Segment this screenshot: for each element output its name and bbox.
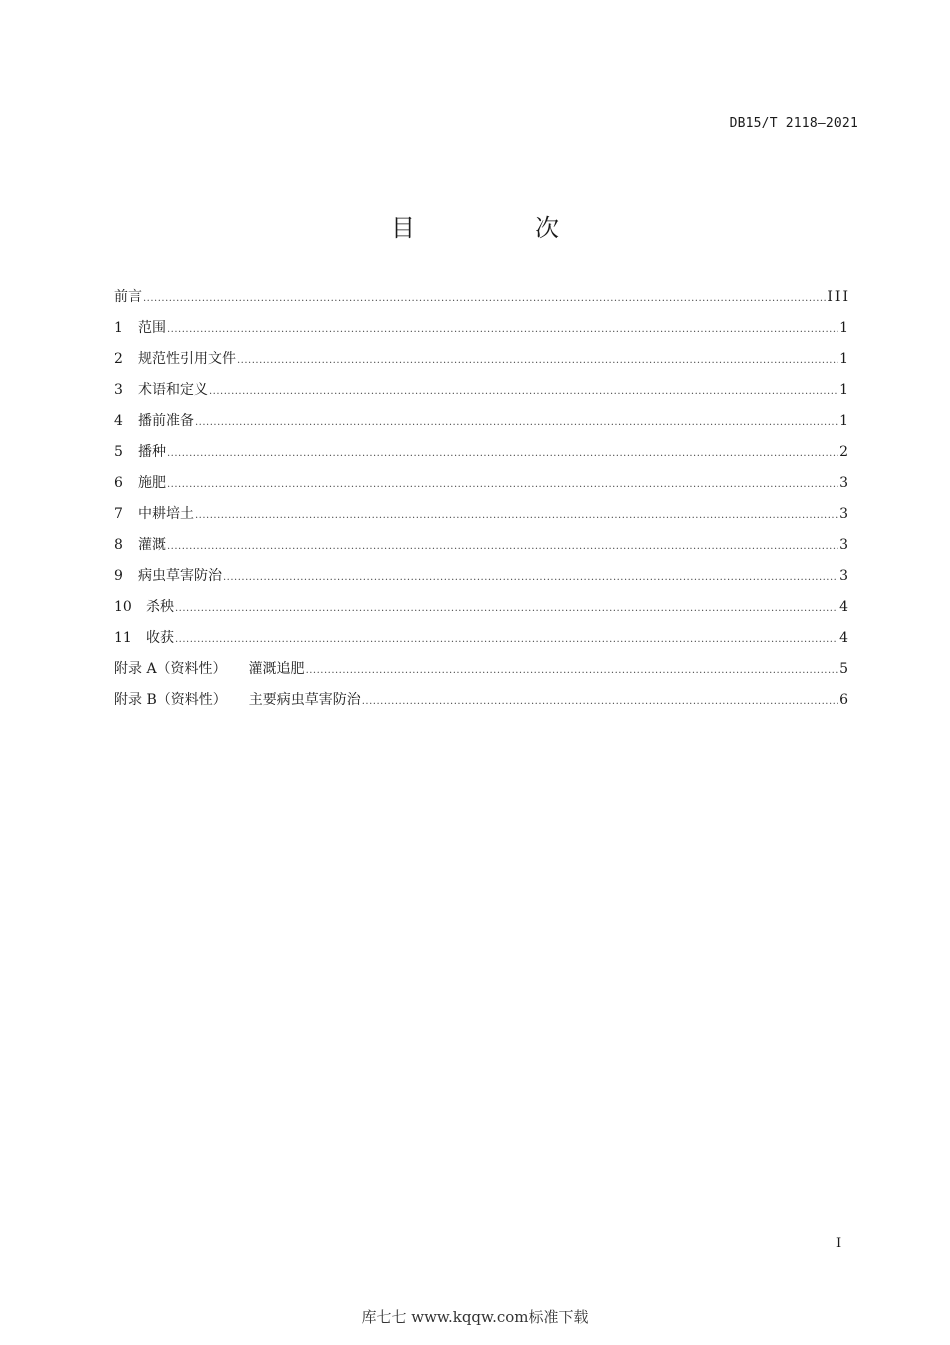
toc-entry-label: 灌溉 xyxy=(138,537,166,553)
toc-entry-page: 4 xyxy=(839,630,850,646)
toc-entry-page: 3 xyxy=(839,506,850,522)
toc-leader-dots xyxy=(167,320,838,336)
toc-leader-dots xyxy=(167,475,838,491)
toc-entry-page: 6 xyxy=(839,692,850,708)
toc-entry-label: 收获 xyxy=(146,630,174,646)
toc-entry-11[interactable] xyxy=(114,627,850,658)
toc-entry-label: 主要病虫草害防治 xyxy=(248,692,361,708)
toc-entry-page: 1 xyxy=(839,320,850,336)
toc-entry-label: 范围 xyxy=(138,320,166,336)
toc-entry-number: 10 xyxy=(114,599,132,615)
toc-leader-dots xyxy=(362,692,838,708)
toc-entry-label: 规范性引用文件 xyxy=(138,351,236,367)
toc-entry-3[interactable] xyxy=(114,379,850,410)
toc-entry-label: 中耕培土 xyxy=(138,506,194,522)
toc-entry-page: 3 xyxy=(839,537,850,553)
toc-entry-page: III xyxy=(827,289,850,305)
toc-entry-4[interactable] xyxy=(114,410,850,441)
toc-entry-number: 8 xyxy=(114,537,123,553)
toc-leader-dots xyxy=(209,382,838,398)
toc-entry-page: 2 xyxy=(839,444,850,460)
toc-entry-9[interactable] xyxy=(114,565,850,596)
toc-entry-number: 1 xyxy=(114,320,123,336)
toc-entry-5[interactable] xyxy=(114,441,850,472)
toc-entry-number: 2 xyxy=(114,351,123,367)
toc-leader-dots xyxy=(306,661,839,677)
toc-entry-label: 术语和定义 xyxy=(138,382,208,398)
toc-entry-number: 5 xyxy=(114,444,123,460)
toc-leader-dots xyxy=(195,506,838,522)
toc-leader-dots xyxy=(175,630,838,646)
toc-entry-page: 1 xyxy=(839,413,850,429)
toc-entry-page: 1 xyxy=(839,351,850,367)
toc-entry-number: 4 xyxy=(114,413,123,429)
toc-entry-label: 施肥 xyxy=(138,475,166,491)
toc-entry-6[interactable] xyxy=(114,472,850,503)
toc-entry-label: 前言 xyxy=(114,289,142,305)
toc-entry-1[interactable] xyxy=(114,317,850,348)
toc-entry-label: 病虫草害防治 xyxy=(138,568,222,584)
toc-leader-dots xyxy=(237,351,838,367)
toc-entry-label: 播种 xyxy=(138,444,166,460)
toc-leader-dots xyxy=(167,537,838,553)
toc-entry-label: 杀秧 xyxy=(146,599,174,615)
toc-entry-page: 5 xyxy=(839,661,850,677)
toc-entry-number: 9 xyxy=(114,568,123,584)
toc-entry-page: 4 xyxy=(839,599,850,615)
toc-entry-foreword[interactable] xyxy=(114,286,850,317)
toc-entry-2[interactable] xyxy=(114,348,850,379)
toc-entry-label: 灌溉追肥 xyxy=(248,661,305,677)
watermark-text: 库七七 www.kqqw.com标准下载 xyxy=(361,1308,589,1326)
table-of-contents xyxy=(114,286,850,720)
toc-entry-number: 3 xyxy=(114,382,123,398)
toc-appendix-prefix: 附录 A（资料性） xyxy=(114,661,227,677)
toc-entry-appendix-a[interactable] xyxy=(114,658,850,689)
toc-entry-number: 7 xyxy=(114,506,123,522)
page-title: 目 次 xyxy=(391,214,607,242)
toc-entry-10[interactable] xyxy=(114,596,850,627)
toc-appendix-prefix: 附录 B（资料性） xyxy=(114,692,227,708)
toc-leader-dots xyxy=(195,413,838,429)
toc-entry-number: 6 xyxy=(114,475,123,491)
toc-leader-dots xyxy=(175,599,838,615)
toc-entry-label: 播前准备 xyxy=(138,413,194,429)
toc-leader-dots xyxy=(167,444,838,460)
toc-entry-8[interactable] xyxy=(114,534,850,565)
toc-entry-page: 3 xyxy=(839,475,850,491)
toc-entry-page: 3 xyxy=(839,568,850,584)
toc-entry-number: 11 xyxy=(114,630,132,646)
standard-code: DB15/T 2118—2021 xyxy=(729,116,858,131)
page-number: I xyxy=(836,1236,842,1251)
toc-leader-dots xyxy=(143,289,826,305)
toc-leader-dots xyxy=(223,568,838,584)
toc-entry-7[interactable] xyxy=(114,503,850,534)
toc-entry-page: 1 xyxy=(839,382,850,398)
toc-entry-appendix-b[interactable] xyxy=(114,689,850,720)
